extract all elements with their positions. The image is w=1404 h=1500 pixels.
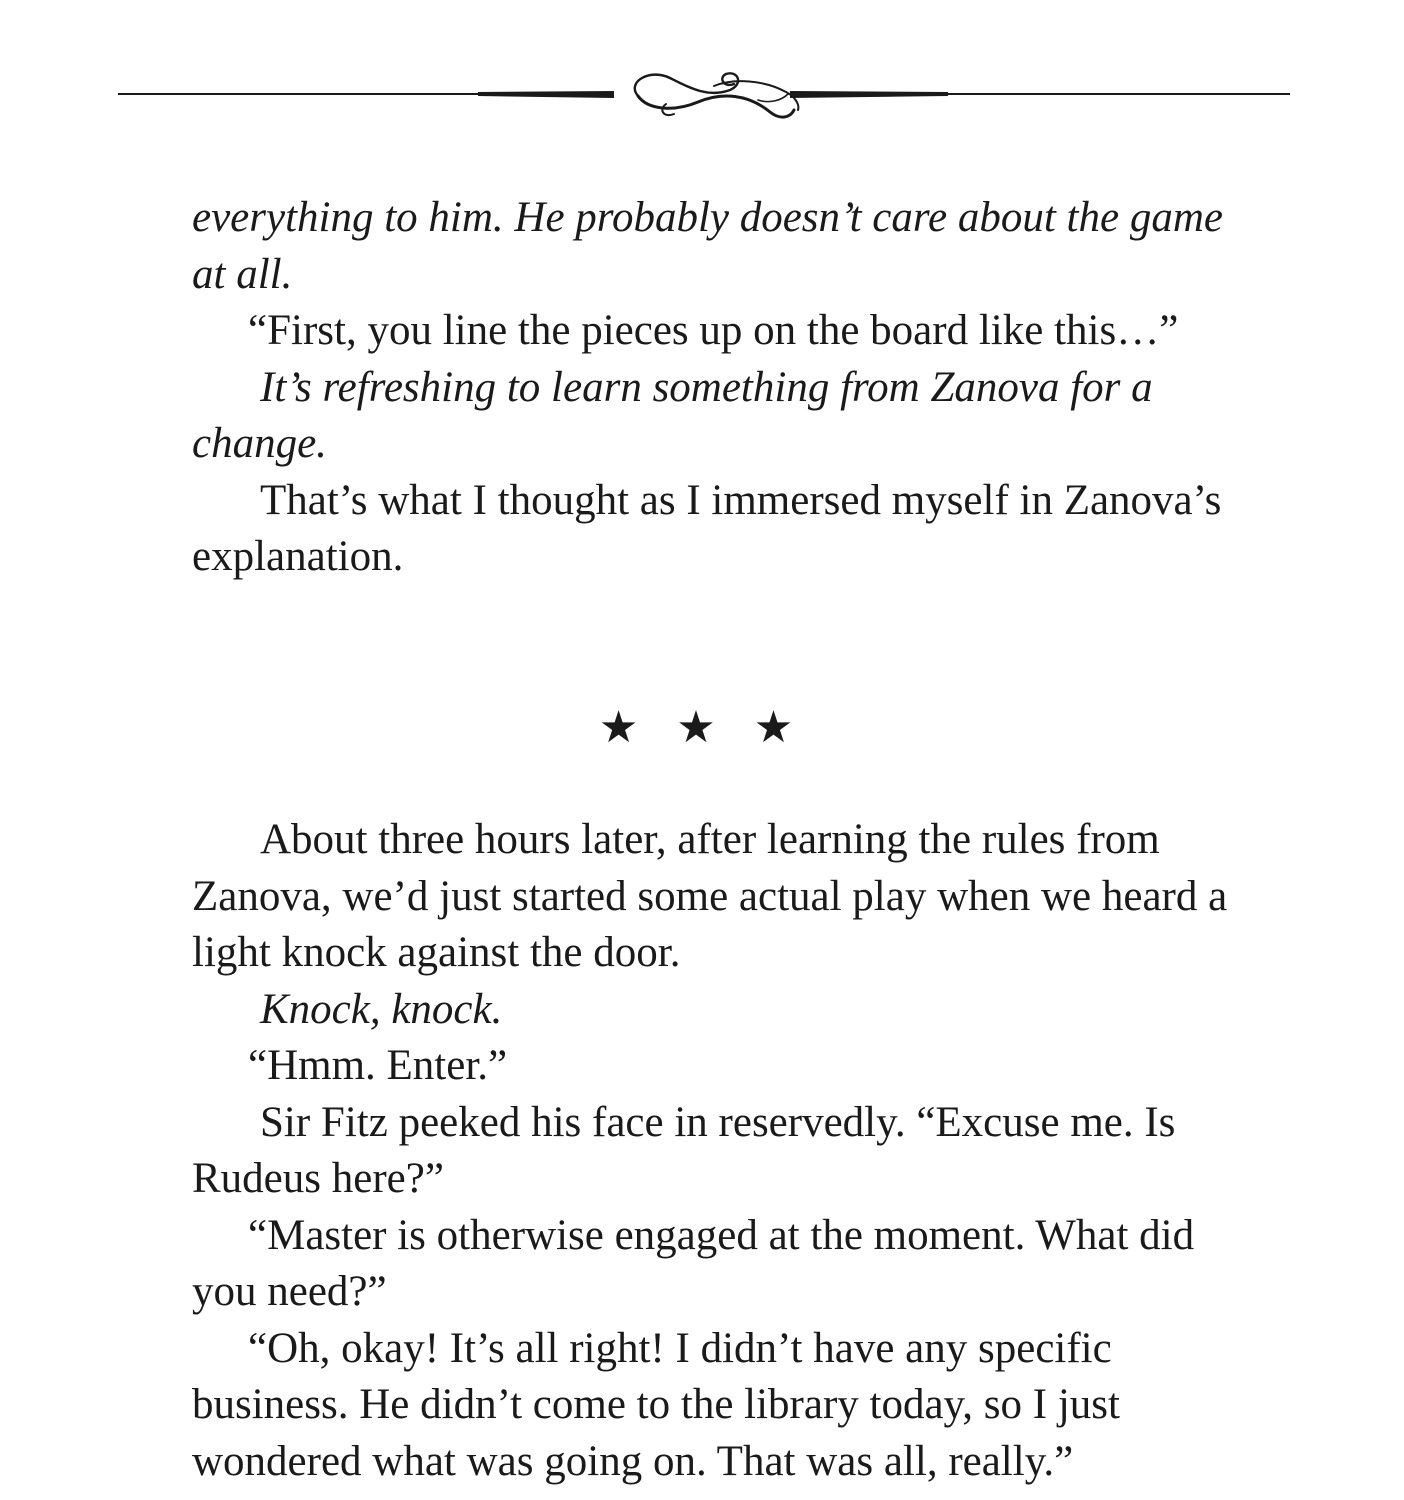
- paragraph: everything to him. He probably doesn’t care about the game at all.: [192, 194, 1223, 298]
- text-block-top: [192, 190, 1252, 586]
- flourish-divider-icon: [118, 60, 1290, 132]
- paragraph: Sir Fitz peeked his face in reservedly. “Excuse me. Is Rudeus here?”: [192, 1098, 1176, 1202]
- paragraph: “Oh, okay! It’s all right! I didn’t have any specific business. He didn’t come to the library today, so I just wondered what was going on. That was all, really.”: [192, 1324, 1120, 1485]
- paragraph: “Hmm. Enter.”: [248, 1042, 508, 1089]
- text-block-bottom: [192, 812, 1252, 1490]
- paragraph: That’s what I thought as I immersed myself in Zanova’s explanation.: [192, 476, 1222, 580]
- scene-break-stars: ★ ★ ★: [598, 702, 806, 753]
- paragraph: “First, you line the pieces up on the board like this…”: [248, 307, 1179, 354]
- paragraph: About three hours later, after learning the rules from Zanova, we’d just started some actual play when we heard a light knock against the door.: [192, 816, 1228, 976]
- paragraph: It’s refreshing to learn something from Zanova for a change.: [192, 363, 1153, 467]
- paragraph: “Master is otherwise engaged at the moment. What did you need?”: [192, 1211, 1195, 1315]
- paragraph: Knock, knock.: [260, 985, 503, 1033]
